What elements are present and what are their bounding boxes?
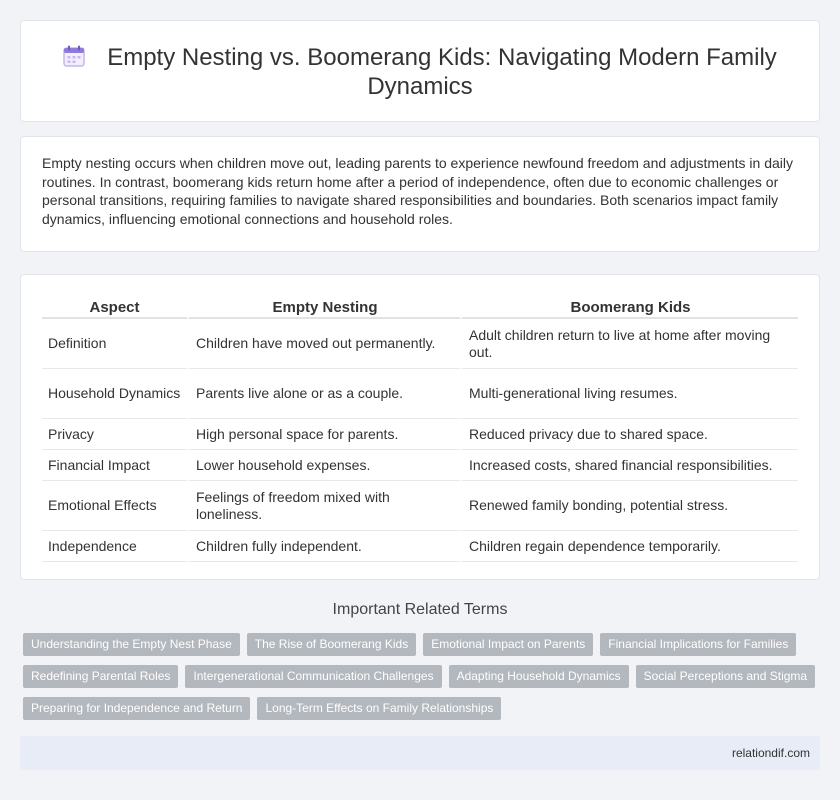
comparison-card	[20, 274, 820, 580]
table-row	[42, 369, 798, 419]
tag-row	[23, 633, 823, 656]
comparison-table	[42, 297, 798, 562]
cell-aspect: Household Dynamics	[42, 369, 187, 419]
header-aspect: Aspect	[42, 297, 187, 319]
header-empty-nesting: Empty Nesting	[187, 297, 460, 319]
tag-link[interactable]: Emotional Impact on Parents	[423, 633, 593, 656]
cell-aspect: Emotional Effects	[42, 481, 187, 531]
cell-empty-nesting: Parents live alone or as a couple.	[187, 369, 460, 419]
tag-link[interactable]: Understanding the Empty Nest Phase	[23, 633, 240, 656]
tag-link[interactable]: Intergenerational Communication Challenges	[185, 665, 441, 688]
cell-aspect: Financial Impact	[42, 450, 187, 481]
cell-aspect: Privacy	[42, 419, 187, 450]
tag-row	[23, 665, 823, 688]
intro-card	[20, 136, 820, 252]
table-row	[42, 319, 798, 369]
intro-paragraph: Empty nesting occurs when children move out, leading parents to experience newfound freedom and adjustments in daily routines. In contrast, boomerang kids return home after a period of independence, often due to economic challenges or personal transitions, requiring families to navigate shared responsibilities and boundaries. Both scenarios impact family dynamics, influencing emotional connections and household roles.	[42, 155, 793, 227]
calendar-icon	[63, 45, 85, 67]
table-row	[42, 481, 798, 531]
header-boomerang-kids: Boomerang Kids	[460, 297, 798, 319]
footer-site-link[interactable]: relationdif.com	[731, 746, 810, 760]
tag-link[interactable]: Social Perceptions and Stigma	[636, 665, 815, 688]
cell-boomerang-kids: Multi-generational living resumes.	[460, 369, 798, 419]
cell-boomerang-kids: Increased costs, shared financial responsibilities.	[460, 450, 798, 481]
cell-empty-nesting: Feelings of freedom mixed with loneliness.	[187, 481, 460, 531]
tag-link[interactable]: Financial Implications for Families	[600, 633, 796, 656]
related-terms-title: Important Related Terms	[332, 601, 508, 618]
cell-empty-nesting: High personal space for parents.	[187, 419, 460, 450]
related-terms-tags	[23, 633, 823, 729]
table-header-row	[42, 297, 798, 319]
cell-boomerang-kids: Renewed family bonding, potential stress.	[460, 481, 798, 531]
cell-empty-nesting: Lower household expenses.	[187, 450, 460, 481]
tag-row	[23, 697, 823, 720]
cell-boomerang-kids: Children regain dependence temporarily.	[460, 531, 798, 562]
cell-boomerang-kids: Adult children return to live at home after moving out.	[460, 319, 798, 369]
tag-link[interactable]: Redefining Parental Roles	[23, 665, 178, 688]
table-row	[42, 531, 798, 562]
page-title-wrap	[21, 43, 819, 101]
tag-link[interactable]: Adapting Household Dynamics	[449, 665, 629, 688]
header-card	[20, 20, 820, 122]
cell-empty-nesting: Children fully independent.	[187, 531, 460, 562]
footer	[20, 736, 820, 770]
tag-link[interactable]: Long-Term Effects on Family Relationships	[257, 697, 501, 720]
cell-aspect: Definition	[42, 319, 187, 369]
tag-link[interactable]: The Rise of Boomerang Kids	[247, 633, 416, 656]
cell-empty-nesting: Children have moved out permanently.	[187, 319, 460, 369]
page-title: Empty Nesting vs. Boomerang Kids: Navigating Modern Family Dynamics	[107, 44, 777, 100]
cell-aspect: Independence	[42, 531, 187, 562]
tag-link[interactable]: Preparing for Independence and Return	[23, 697, 250, 720]
table-row	[42, 450, 798, 481]
cell-boomerang-kids: Reduced privacy due to shared space.	[460, 419, 798, 450]
table-row	[42, 419, 798, 450]
